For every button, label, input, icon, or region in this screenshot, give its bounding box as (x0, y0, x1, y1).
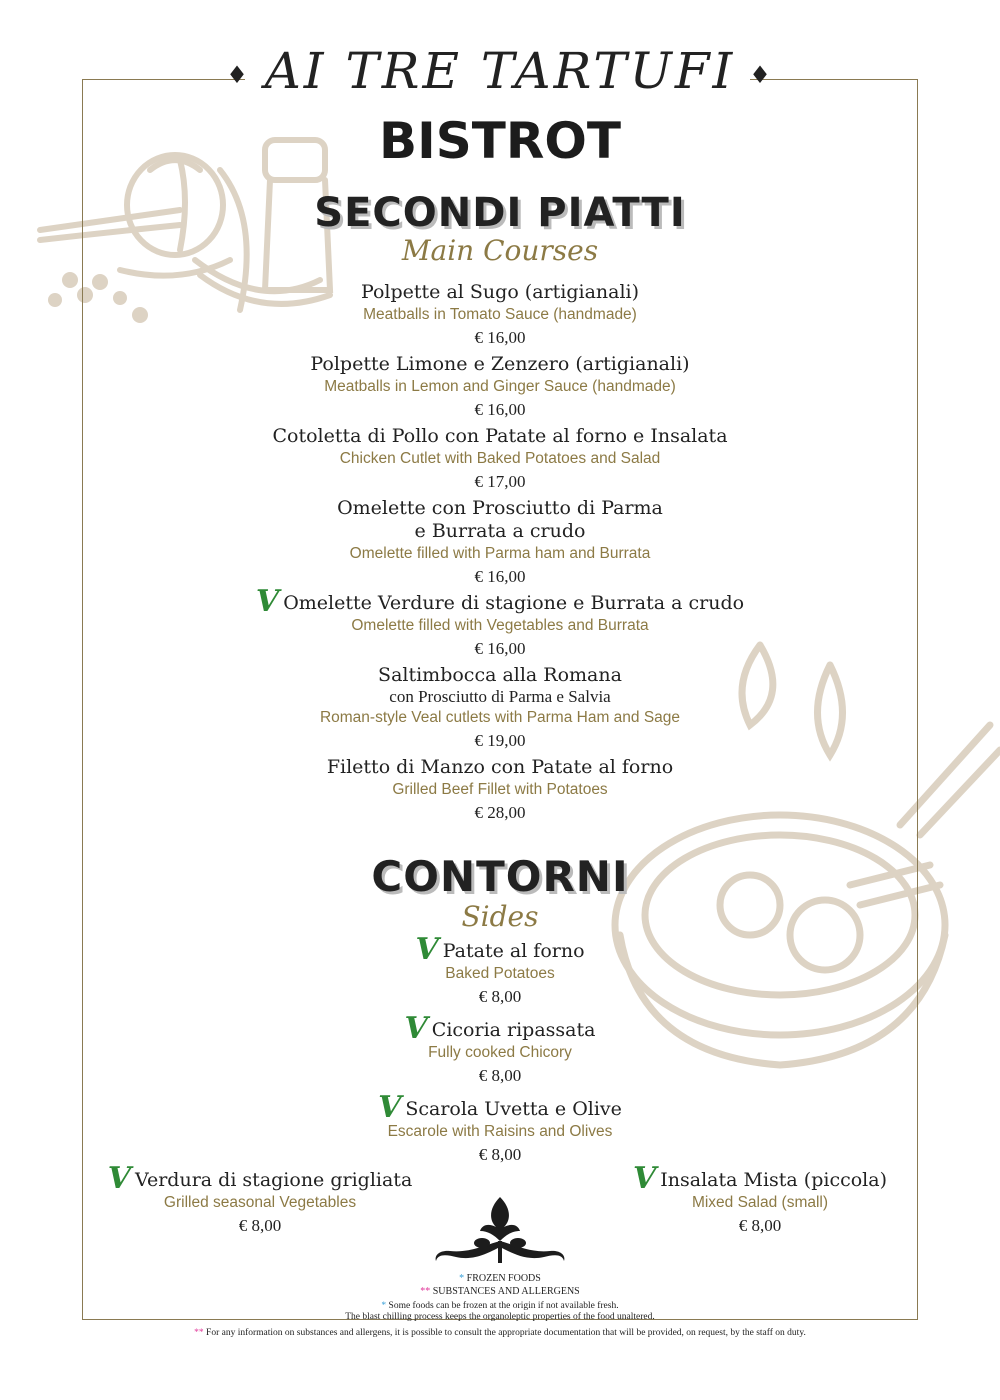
dish-name: Cicoria ripassata (431, 1019, 596, 1041)
menu-item (100, 497, 900, 588)
vegetarian-leaf-icon: V (255, 584, 280, 619)
dish-name: Filetto di Manzo con Patate al forno (326, 756, 674, 778)
dish-english: Meatballs in Tomato Sauce (handmade) (363, 306, 637, 323)
dish-price: € 17,00 (474, 472, 526, 491)
dish-price: € 8,00 (478, 1145, 522, 1164)
menu-item (100, 756, 900, 824)
menu-item (100, 1011, 900, 1087)
dish-english: Mixed Salad (small) (691, 1194, 829, 1211)
dish-name: Polpette al Sugo (artigianali) (360, 281, 640, 303)
vegetarian-leaf-icon: V (415, 932, 439, 967)
secondi-subtitle: Main Courses (401, 234, 599, 267)
legend-allergens: ** SUBSTANCES AND ALLERGENS (420, 1286, 580, 1297)
dish-english: Escarole with Raisins and Olives (387, 1123, 613, 1140)
menu-item (100, 281, 900, 349)
secondi-title: SECONDI PIATTI (314, 190, 686, 236)
dish-name: Omelette Verdure di stagione e Burrata a crudo (283, 592, 745, 614)
dish-price: € 8,00 (478, 987, 522, 1006)
menu-item (100, 932, 900, 1008)
diamond-right-icon: ♦ (749, 61, 774, 89)
dish-english: Omelette filled with Parma ham and Burrata (349, 545, 651, 562)
allergen-note: ** For any information on substances and allergens, it is possible to consult the appropriate documentation that will be provided, on request, by the staff on duty. (194, 1328, 806, 1338)
dish-english: Roman-style Veal cutlets with Parma Ham and Sage (319, 709, 681, 726)
dish-price: € 16,00 (474, 639, 526, 658)
vegetarian-leaf-icon: V (107, 1161, 131, 1196)
dish-price: € 19,00 (474, 731, 526, 750)
vegetarian-leaf-icon: V (378, 1090, 402, 1125)
dish-price: € 16,00 (474, 400, 526, 419)
dish-english: Fully cooked Chicory (428, 1044, 572, 1061)
dish-price: € 16,00 (474, 567, 526, 586)
menu-item (100, 584, 900, 660)
dish-english: Omelette filled with Vegetables and Burrata (351, 617, 649, 634)
vegetarian-leaf-icon: V (633, 1161, 657, 1196)
dish-price: € 16,00 (474, 328, 526, 347)
dish-price: € 8,00 (238, 1216, 282, 1235)
contorni-subtitle: Sides (461, 900, 539, 933)
vegetarian-leaf-icon: V (404, 1011, 428, 1046)
dish-price: € 28,00 (474, 803, 526, 822)
menu-item (100, 1090, 900, 1166)
dish-name: Insalata Mista (piccola) (660, 1169, 887, 1191)
dish-name: Patate al forno (442, 940, 585, 962)
frozen-note: * Some foods can be frozen at the origin if not available fresh. The blast chilling process keeps the organoleptic properties of the food unaltered. (345, 1301, 655, 1322)
dish-price: € 8,00 (478, 1066, 522, 1085)
legend-frozen: * FROZEN FOODS (459, 1273, 541, 1284)
dish-english: Baked Potatoes (445, 965, 555, 982)
floral-ornament-icon (430, 1195, 570, 1270)
dish-name: Saltimbocca alla Romana (378, 664, 622, 686)
dish-english: Grilled seasonal Vegetables (163, 1194, 357, 1211)
contorni-title: CONTORNI (371, 852, 629, 901)
dish-name: Verdura di stagione grigliata (135, 1169, 413, 1191)
dish-name-line2: con Prosciutto di Parma e Salvia (389, 687, 611, 706)
dish-english: Grilled Beef Fillet with Potatoes (392, 781, 608, 798)
bistrot-title: BISTROT (379, 112, 621, 170)
dish-name: Polpette Limone e Zenzero (artigianali) (310, 353, 690, 375)
dish-name: Omelette con Prosciutto di Parma (337, 497, 663, 519)
dish-price: € 8,00 (738, 1216, 782, 1235)
diamond-left-icon: ♦ (226, 61, 251, 89)
dish-name: Cotoletta di Pollo con Patate al forno e Insalata (272, 425, 728, 447)
menu-item (90, 1161, 430, 1237)
menu-item (100, 353, 900, 421)
menu-item (595, 1161, 925, 1237)
dish-english: Meatballs in Lemon and Ginger Sauce (handmade) (324, 378, 676, 395)
restaurant-name: ♦ AI TRE TARTUFI ♦ (226, 42, 774, 100)
dish-name-line2: e Burrata a crudo (414, 520, 586, 542)
dish-name: Scarola Uvetta e Olive (405, 1098, 622, 1120)
menu-item (100, 425, 900, 493)
dish-english: Chicken Cutlet with Baked Potatoes and Salad (339, 450, 661, 467)
menu-item (100, 664, 900, 752)
